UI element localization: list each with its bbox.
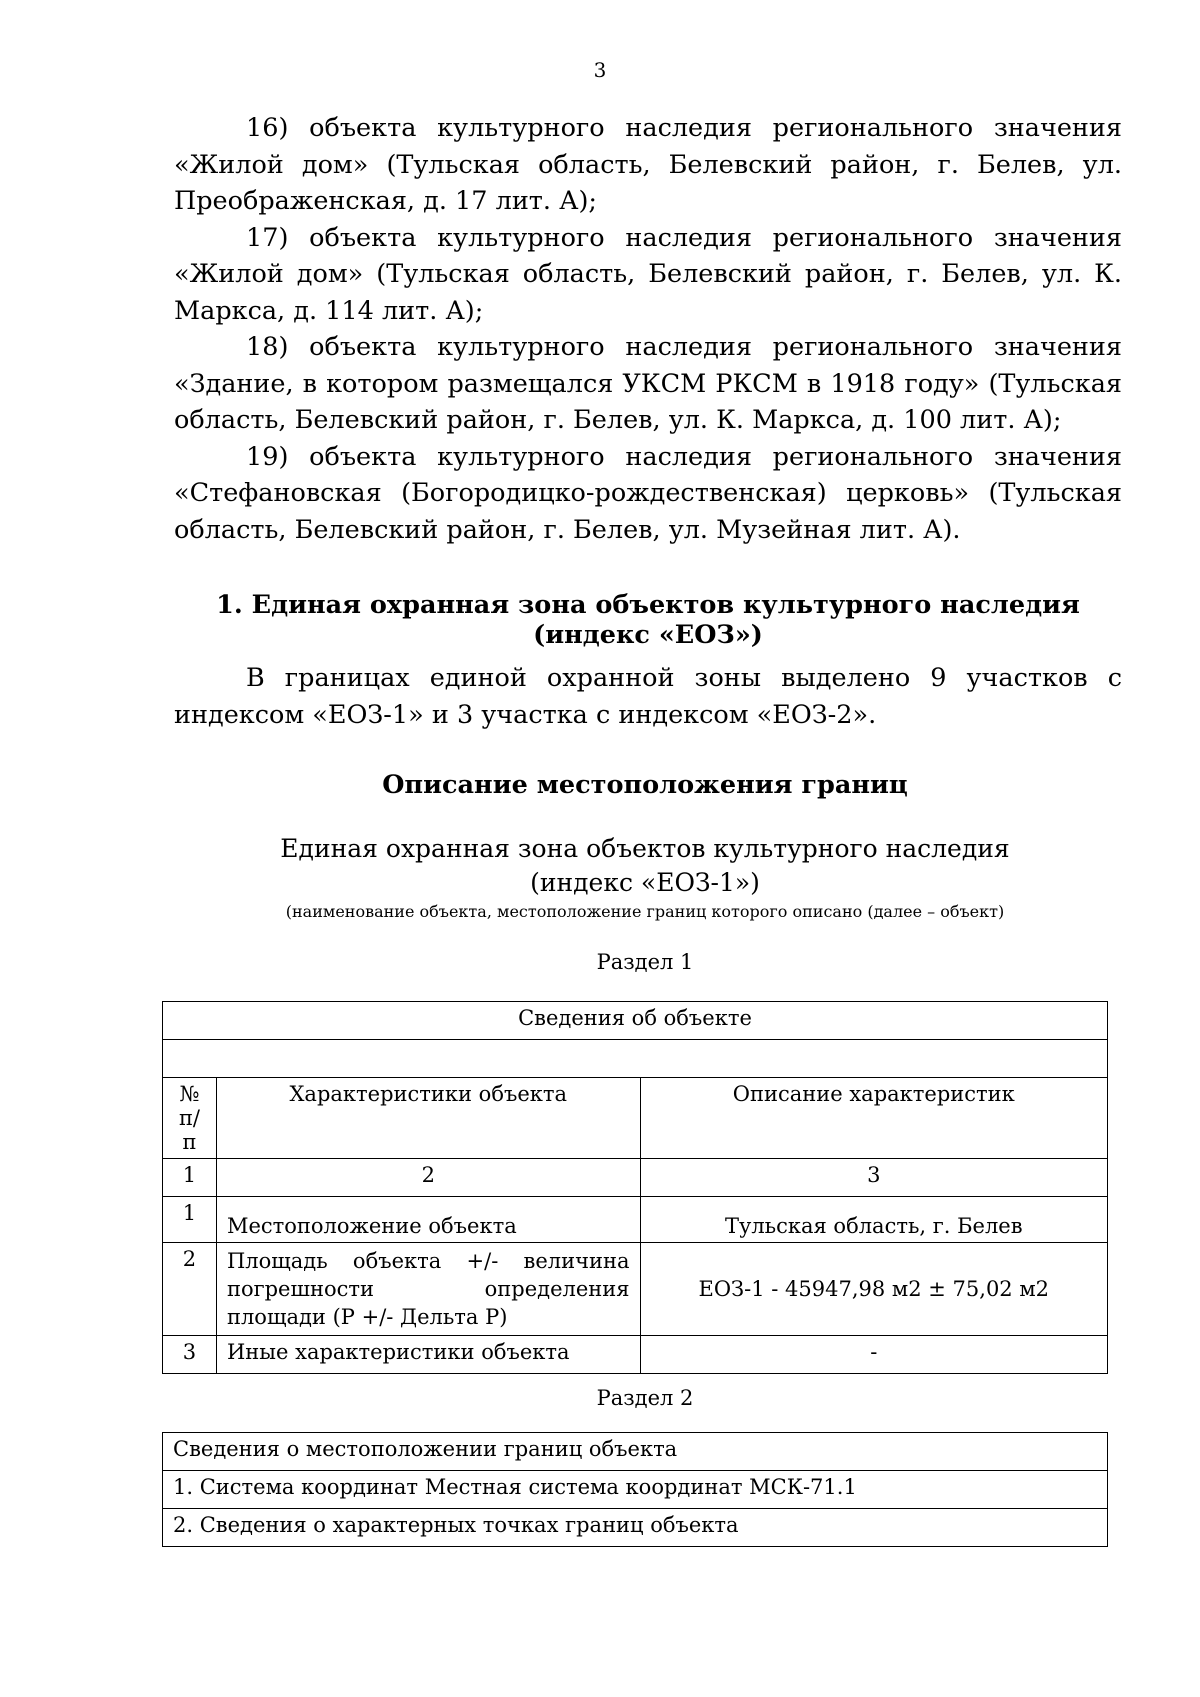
row-description: -	[640, 1336, 1107, 1374]
list-item-17: 17) объекта культурного наследия регионального значения «Жилой дом» (Тульская область, Белевский район, г. Белев, ул. К. Маркса, д. 114 лит. А);	[174, 222, 1122, 326]
row-characteristic: Местоположение объекта	[216, 1197, 640, 1243]
object-title-line2: (индекс «ЕОЗ-1»)	[530, 868, 760, 897]
object-title	[0, 832, 1200, 900]
header-characteristic: Характеристики объекта	[216, 1078, 640, 1159]
row-description: Тульская область, г. Белев	[640, 1197, 1107, 1243]
description-heading: Описание местоположения границ	[382, 770, 908, 800]
row-num: 1	[163, 1197, 217, 1243]
coordinate-system-row: 1. Система координат Местная система координат МСК-71.1	[163, 1471, 1108, 1509]
page-number: 3	[593, 58, 607, 82]
table1-empty-row	[163, 1040, 1108, 1078]
razdel-2-label: Раздел 2	[596, 1386, 694, 1410]
boundary-info-table	[162, 1432, 1108, 1547]
intro-block	[174, 660, 1122, 733]
table-row	[163, 1197, 1108, 1243]
column-number-1: 1	[163, 1159, 217, 1197]
column-number-2: 2	[216, 1159, 640, 1197]
table2-title: Сведения о местоположении границ объекта	[163, 1433, 1108, 1471]
table1-title: Сведения об объекте	[163, 1002, 1108, 1040]
list-item-16: 16) объекта культурного наследия регионального значения «Жилой дом» (Тульская область, Белевский район, г. Белев, ул. Преображенская, д. 17 лит. А);	[174, 113, 1122, 216]
header-description: Описание характеристик	[640, 1078, 1107, 1159]
boundary-points-row: 2. Сведения о характерных точках границ объекта	[163, 1509, 1108, 1547]
header-number: № п/п	[163, 1078, 217, 1159]
table-row	[163, 1243, 1108, 1336]
row-characteristic: Площадь объекта +/- величина погрешности определения площади (Р +/- Дельта Р)	[216, 1243, 640, 1336]
razdel-1-label: Раздел 1	[596, 950, 694, 974]
intro-paragraph: В границах единой охранной зоны выделено 9 участков с индексом «ЕОЗ-1» и 3 участка с индексом «ЕОЗ-2».	[174, 663, 1122, 730]
enumeration-list	[174, 110, 1122, 548]
row-num: 2	[163, 1243, 217, 1336]
row-description: ЕОЗ-1 - 45947,98 м2 ± 75,02 м2	[640, 1243, 1107, 1336]
row-num: 3	[163, 1336, 217, 1374]
row-characteristic: Иные характеристики объекта	[216, 1336, 640, 1374]
list-item-19: 19) объекта культурного наследия регионального значения «Стефановская (Богородицко-рождественская) церковь» (Тульская область, Белевский район, г. Белев, ул. Музейная лит. А).	[174, 441, 1122, 545]
object-title-line1: Единая охранная зона объектов культурного наследия	[280, 834, 1010, 863]
list-item-18: 18) объекта культурного наследия регионального значения «Здание, в котором размещался УКСМ РКСМ в 1918 году» (Тульская область, Белевский район, г. Белев, ул. К. Маркса, д. 100 лит. А);	[174, 332, 1122, 435]
table-row	[163, 1336, 1108, 1374]
object-info-table	[162, 1001, 1108, 1374]
section-heading: 1. Единая охранная зона объектов культурного наследия (индекс «ЕОЗ»)	[216, 590, 1080, 650]
column-number-3: 3	[640, 1159, 1107, 1197]
object-note: (наименование объекта, местоположение границ которого описано (далее – объект)	[285, 902, 1005, 921]
